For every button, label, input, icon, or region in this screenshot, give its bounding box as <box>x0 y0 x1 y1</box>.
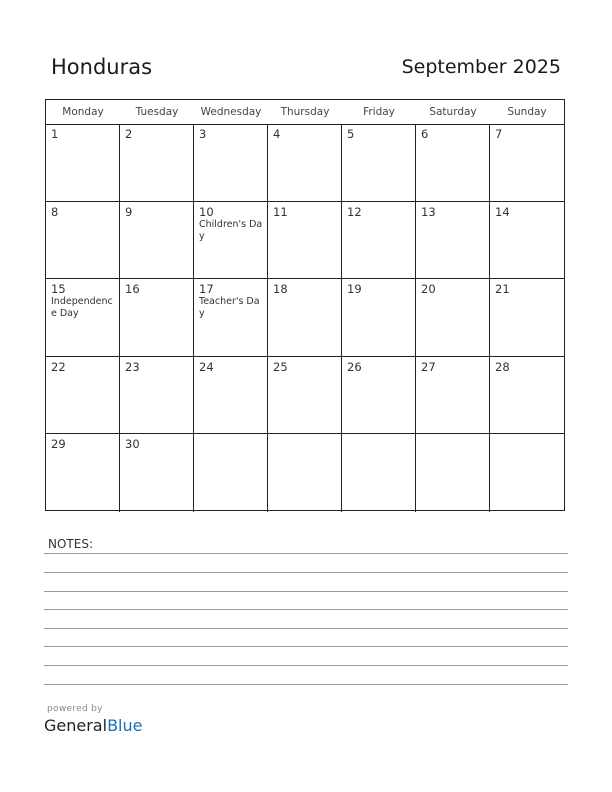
day-number: 12 <box>347 204 362 219</box>
day-cell <box>120 124 194 202</box>
weekday-saturday: Saturday <box>429 106 477 118</box>
day-number: 8 <box>51 204 59 219</box>
day-number: 25 <box>273 359 288 374</box>
day-number: 4 <box>273 127 281 141</box>
day-cell <box>268 202 342 280</box>
day-number: 5 <box>347 127 355 141</box>
brand-blue: Blue <box>107 716 143 735</box>
day-number: 13 <box>421 204 436 219</box>
day-cell <box>46 357 120 435</box>
note-line <box>44 684 568 685</box>
day-cell <box>490 202 564 280</box>
month-title: September 2025 <box>401 56 561 78</box>
day-number: 18 <box>273 282 288 297</box>
day-number: 11 <box>273 204 288 219</box>
weekday-header <box>46 100 564 125</box>
note-line <box>44 572 568 573</box>
calendar-grid <box>45 99 565 511</box>
day-cell <box>342 279 416 357</box>
day-number: 27 <box>421 359 436 374</box>
day-cell <box>194 434 268 512</box>
day-cell <box>46 279 120 357</box>
day-cell <box>194 202 268 280</box>
note-line <box>44 628 568 629</box>
day-number: 2 <box>125 127 133 141</box>
day-cell <box>194 357 268 435</box>
weekday-monday: Monday <box>62 106 104 118</box>
day-cell <box>416 124 490 202</box>
day-number: 21 <box>495 282 510 297</box>
notes-label: NOTES: <box>48 537 93 551</box>
holiday-label: Teacher's Day <box>199 296 260 320</box>
day-cell <box>46 434 120 512</box>
day-cell <box>416 434 490 512</box>
day-cell <box>268 279 342 357</box>
day-cell <box>120 434 194 512</box>
day-cell <box>268 124 342 202</box>
holiday-label: Children's Day <box>199 218 263 242</box>
day-cell <box>490 434 564 512</box>
day-cell <box>490 279 564 357</box>
day-cell <box>416 279 490 357</box>
day-cell <box>46 124 120 202</box>
day-cell <box>342 357 416 435</box>
day-number: 26 <box>347 359 362 374</box>
day-cell <box>342 434 416 512</box>
day-cell <box>416 202 490 280</box>
day-number: 19 <box>347 282 362 297</box>
day-number: 9 <box>125 204 133 219</box>
day-number: 1 <box>51 127 59 141</box>
day-number: 16 <box>125 282 140 297</box>
day-number: 6 <box>421 127 429 141</box>
day-cell <box>342 124 416 202</box>
day-number: 30 <box>125 437 140 452</box>
weekday-wednesday: Wednesday <box>200 106 262 118</box>
note-line <box>44 665 568 666</box>
powered-by-text: powered by <box>47 704 103 714</box>
day-number: 23 <box>125 359 140 374</box>
day-number: 20 <box>421 282 436 297</box>
day-cell <box>120 357 194 435</box>
day-number: 28 <box>495 359 510 374</box>
weekday-friday: Friday <box>363 106 395 118</box>
day-cell <box>194 279 268 357</box>
day-number: 10 <box>199 204 214 219</box>
day-number: 7 <box>495 127 503 141</box>
note-line <box>44 646 568 647</box>
weekday-tuesday: Tuesday <box>135 106 179 118</box>
day-number: 15 <box>51 282 66 297</box>
note-line <box>44 609 568 610</box>
day-cell <box>46 202 120 280</box>
note-line <box>44 591 568 592</box>
day-cell <box>342 202 416 280</box>
day-cell <box>416 357 490 435</box>
brand-logo <box>44 716 142 735</box>
day-cell <box>490 124 564 202</box>
day-cell <box>120 279 194 357</box>
holiday-label: Independence Day <box>51 296 113 320</box>
day-cell <box>490 357 564 435</box>
day-cell <box>120 202 194 280</box>
day-number: 29 <box>51 437 66 452</box>
day-cell <box>268 357 342 435</box>
weekday-thursday: Thursday <box>280 106 330 118</box>
brand-general: General <box>44 716 108 735</box>
weekday-sunday: Sunday <box>507 106 547 118</box>
day-cell <box>194 124 268 202</box>
note-line <box>44 553 568 554</box>
day-number: 3 <box>199 127 207 141</box>
day-cell <box>268 434 342 512</box>
country-title: Honduras <box>51 55 153 79</box>
day-number: 22 <box>51 359 66 374</box>
day-number: 14 <box>495 204 510 219</box>
day-number: 17 <box>199 282 214 297</box>
day-number: 24 <box>199 359 214 374</box>
